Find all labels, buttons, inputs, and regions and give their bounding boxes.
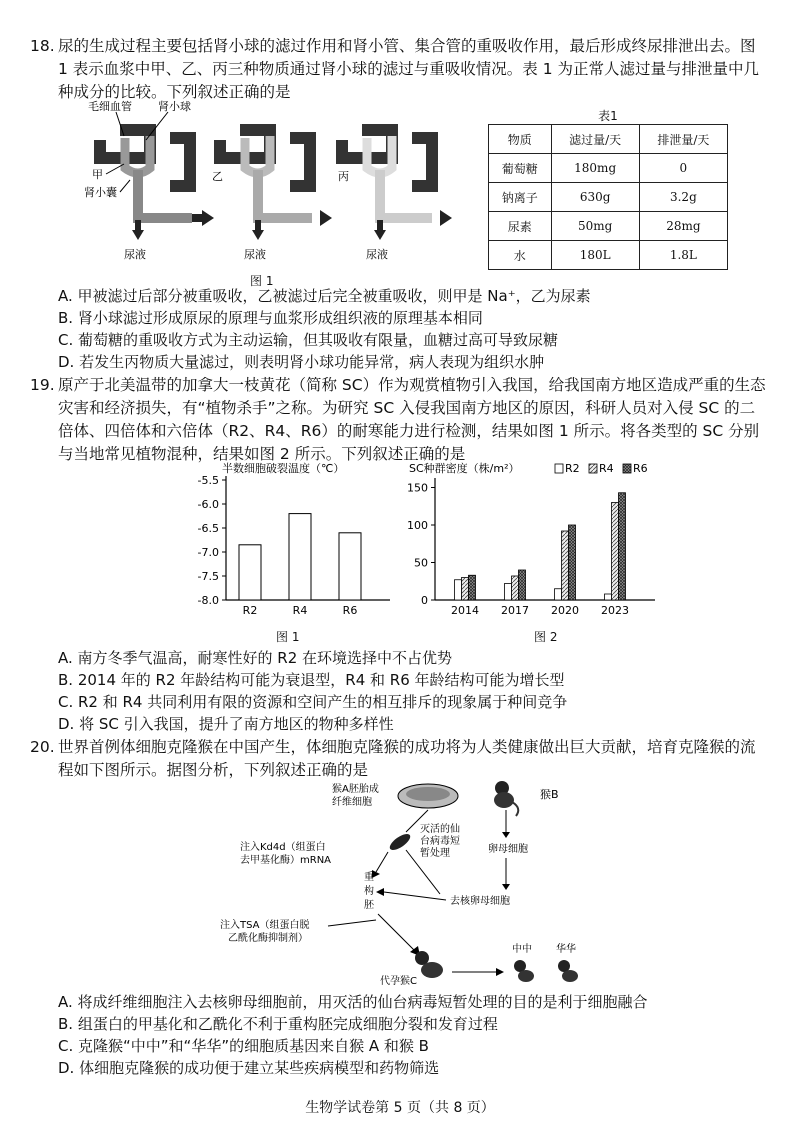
nephron-bing: [342, 130, 452, 240]
table1-header-row: [489, 125, 728, 154]
chart2-bar-R6: [619, 493, 626, 600]
chart2-bar-R4: [512, 576, 519, 600]
fibroblast-cell-icon: [387, 831, 412, 853]
q18-option-b: B. 肾小球滤过形成原尿的原理与血浆形成组织液的原理基本相同: [58, 309, 483, 327]
flow-fibroblast-1: 猴A胚胎成: [332, 784, 379, 795]
label-capsule: 肾小囊: [84, 186, 117, 199]
chart1-xtick-label: R2: [242, 604, 258, 617]
q18-option-a: A. 甲被滤过后部分被重吸收，乙被滤过后完全被重吸收，则甲是 Na⁺，乙为尿素: [58, 287, 591, 305]
chart2-xtick-label: 2014: [451, 604, 479, 617]
q19-option-a: A. 南方冬季气温高，耐寒性好的 R2 在环境选择中不占优势: [58, 649, 453, 667]
zhongzhong-monkey-icon: [514, 960, 534, 982]
chart1-bar: [339, 533, 361, 600]
table-cell: 50mg: [551, 212, 639, 241]
legend-swatch: [555, 464, 563, 473]
chart1-ytick-label: -6.5: [197, 522, 219, 535]
q19-option-c: C. R2 和 R4 共同利用有限的资源和空间产生的相互排斥的现象属于种间竞争: [58, 693, 568, 711]
chart2-bar-R2: [505, 584, 512, 601]
flow-oocyte: 卵母细胞: [488, 844, 528, 855]
huahua-monkey-icon: [558, 960, 578, 982]
legend-label: R2: [565, 462, 580, 475]
table-row: [489, 212, 728, 241]
table1: [488, 124, 728, 270]
table-row: [489, 241, 728, 270]
page-footer: 生物学试卷第 5 页（共 8 页）: [305, 1100, 495, 1116]
table-cell: 180mg: [551, 154, 639, 183]
label-urine-3: 尿液: [366, 248, 388, 261]
chart2-xtick-label: 2020: [551, 604, 579, 617]
q20-number: 20.: [30, 738, 55, 756]
table-cell: 3.2g: [639, 183, 727, 212]
table-row: [489, 154, 728, 183]
q18-number: 18.: [30, 37, 55, 55]
label-urine-2: 尿液: [244, 248, 266, 261]
flow-zhongzhong: 中中: [512, 944, 532, 955]
table-cell: 葡萄糖: [489, 154, 552, 183]
chart1-ylabel: 半数细胞破裂温度（℃）: [222, 462, 345, 475]
q19-fig2-caption: 图 2: [534, 630, 558, 644]
table-cell: 180L: [551, 241, 639, 270]
chart2-bar-R2: [555, 589, 562, 600]
flow-embryo-1: 重: [364, 872, 374, 883]
flow-tsa-2: 乙酰化酶抑制剂）: [228, 933, 308, 944]
chart2-ytick-label: 0: [421, 594, 428, 607]
nephron-jia: [100, 130, 214, 240]
label-urine-1: 尿液: [124, 248, 146, 261]
chart1-ytick-label: -7.0: [197, 546, 219, 559]
chart2-bar-R6: [569, 525, 576, 600]
q19-fig1-caption: 图 1: [276, 630, 300, 644]
q18-stem-block: [30, 35, 770, 104]
legend-swatch: [623, 464, 631, 473]
flow-virus-2: 台病毒短: [420, 836, 460, 847]
q20-stem: 世界首例体细胞克隆猴在中国产生，体细胞克隆猴的成功将为人类健康做出巨大贡献，培育克隆猴的流程如下图所示。据图分析，下列叙述正确的是: [58, 738, 756, 779]
flow-monkey-b: 猴B: [540, 788, 559, 801]
chart1-xtick-label: R4: [292, 604, 308, 617]
chart2-ytick-label: 50: [414, 556, 428, 570]
table1-title: 表1: [598, 109, 618, 123]
chart-population-density: [405, 458, 665, 626]
q20-option-b: B. 组蛋白的甲基化和乙酰化不利于重构胚完成细胞分裂和发育过程: [58, 1015, 498, 1033]
legend-swatch: [589, 464, 597, 473]
chart2-bar-R4: [562, 531, 569, 600]
flow-huahua: 华华: [556, 944, 576, 955]
chart1-ytick-label: -6.0: [197, 498, 219, 511]
q20-option-d: D. 体细胞克隆猴的成功便于建立某些疾病模型和药物筛选: [58, 1059, 440, 1077]
chart2-ytick-label: 100: [407, 519, 428, 532]
q20-option-a: A. 将成纤维细胞注入去核卵母细胞前，用灭活的仙台病毒短暂处理的目的是利于细胞融合: [58, 993, 648, 1011]
chart1-bar: [289, 514, 311, 600]
q19-stem-block: [30, 374, 770, 466]
label-jia: 甲: [92, 168, 103, 181]
chart1-bar: [239, 545, 261, 600]
nephron-diagram: [80, 100, 460, 268]
q20-stem-block: [30, 736, 770, 782]
q20-option-c: C. 克隆猴“中中”和“华华”的细胞质基因来自猴 A 和猴 B: [58, 1037, 429, 1055]
cloning-flow-diagram: [200, 780, 640, 990]
flow-fibroblast-2: 纤维细胞: [332, 797, 372, 808]
flow-tsa-1: 注入TSA（组蛋白脱: [220, 920, 310, 931]
chart2-ylabel: SC种群密度（株/m²）: [409, 462, 520, 475]
chart-cold-tolerance: [180, 458, 400, 626]
q19-option-d: D. 将 SC 引入我国，提升了南方地区的物种多样性: [58, 715, 394, 733]
flow-virus-1: 灭活的仙: [420, 824, 460, 835]
table1-header: 物质: [489, 125, 552, 154]
chart2-xtick-label: 2017: [501, 604, 529, 617]
q18-stem: 尿的生成过程主要包括肾小球的滤过作用和肾小管、集合管的重吸收作用，最后形成终尿排泄出去。图 1 表示血浆中甲、乙、丙三种物质通过肾小球的滤过与重吸收情况。表 1 为正常人滤过量与排泄量中几种成分的比较。下列叙述正确的是: [58, 37, 760, 101]
chart1-ytick-label: -8.0: [197, 594, 219, 607]
chart2-ytick-label: 150: [407, 481, 428, 495]
table1-header: 滤过量/天: [551, 125, 639, 154]
chart1-xtick-label: R6: [342, 604, 358, 617]
flow-surrogate: 代孕猴C: [380, 976, 417, 987]
table-cell: 630g: [551, 183, 639, 212]
chart2-bar-R2: [605, 594, 612, 600]
table-cell: 0: [639, 154, 727, 183]
q19-option-b: B. 2014 年的 R2 年龄结构可能为衰退型，R4 和 R6 年龄结构可能为增长型: [58, 671, 565, 689]
table-cell: 尿素: [489, 212, 552, 241]
chart2-bar-R6: [469, 575, 476, 600]
table-cell: 钠离子: [489, 183, 552, 212]
table-cell: 28mg: [639, 212, 727, 241]
surrogate-monkey-icon: [415, 951, 443, 978]
table-cell: 1.8L: [639, 241, 727, 270]
chart1-ytick-label: -7.5: [197, 570, 219, 583]
flow-kd4d-1: 注入Kd4d（组蛋白: [240, 842, 326, 853]
chart2-bar-R2: [455, 580, 462, 600]
legend-label: R6: [633, 462, 648, 475]
table-row: [489, 183, 728, 212]
q18-fig1-caption: 图 1: [250, 274, 274, 288]
q18-option-c: C. 葡萄糖的重吸收方式为主动运输，但其吸收有限量，血糖过高可导致尿糖: [58, 331, 559, 349]
table1-header: 排泄量/天: [639, 125, 727, 154]
q18-option-d: D. 若发生丙物质大量滤过，则表明肾小球功能异常，病人表现为组织水肿: [58, 353, 545, 371]
chart2-bar-R6: [519, 570, 526, 600]
flow-kd4d-2: 去甲基化酶）mRNA: [240, 855, 332, 866]
label-glomerulus: 肾小球: [158, 100, 191, 113]
flow-embryo-3: 胚: [364, 900, 374, 911]
chart2-xtick-label: 2023: [601, 604, 629, 617]
q19-stem: 原产于北美温带的加拿大一枝黄花（简称 SC）作为观赏植物引入我国，给我国南方地区造成严重的生态灾害和经济损失，有“植物杀手”之称。为研究 SC 入侵我国南方地区的原因，科研人员对入侵 SC 的二倍体、四倍体和六倍体（R2、R4、R6）的耐寒能力进行检测，结果如图 1 所示。将各类型的 SC 分别与当地常见植物混种，结果如图 2 所示。下列叙述正确的是: [58, 376, 766, 463]
flow-embryo-2: 构: [364, 886, 374, 897]
nephron-yi: [220, 130, 332, 240]
chart1-ytick-label: -5.5: [197, 474, 219, 487]
q19-number: 19.: [30, 376, 55, 394]
legend-label: R4: [599, 462, 614, 475]
chart2-bar-R4: [462, 578, 469, 601]
label-capillary: 毛细血管: [88, 100, 132, 113]
flow-enucleated: 去核卵母细胞: [450, 896, 510, 907]
label-bing: 丙: [338, 170, 349, 183]
chart2-legend: [555, 462, 648, 475]
chart2-bar-R4: [612, 503, 619, 601]
label-yi: 乙: [212, 170, 223, 183]
flow-virus-3: 暂处理: [420, 848, 450, 859]
table-cell: 水: [489, 241, 552, 270]
